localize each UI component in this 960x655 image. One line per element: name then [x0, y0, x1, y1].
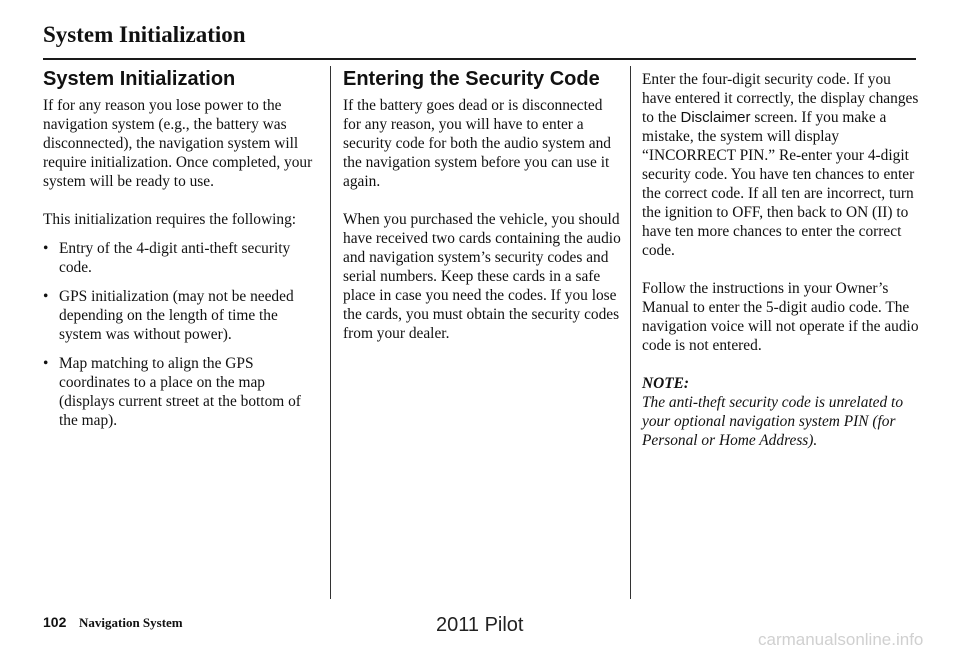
bullet-icon: •: [43, 288, 49, 305]
note-label: NOTE:: [642, 375, 690, 392]
paragraph: When you purchased the vehicle, you should have received two cards containing the audio and navigation system’s security codes and serial numbers. Keep these cards in a safe place in case you need the codes. If you lose the cards, you must obtain the security codes from your dealer.: [343, 211, 621, 342]
disclaimer-term: Disclaimer: [680, 109, 751, 126]
section-heading-security-code: Entering the Security Code: [343, 68, 600, 90]
note-text: The anti-theft security code is unrelated to your optional navigation system PIN (for Personal or Home Address).: [642, 394, 904, 449]
requirements-list: [43, 239, 321, 430]
paragraph: If the battery goes dead or is disconnected for any reason, you will have to enter a security code for both the audio system and the navigation system before you can use it again.: [343, 97, 611, 190]
page-number: 102: [43, 614, 67, 630]
paragraph: Follow the instructions in your Owner’s Manual to enter the 5-digit audio code. The navigation voice will not operate if the audio code is not entered.: [642, 280, 919, 354]
list-item: • Map matching to align the GPS coordinates to a place on the map (displays current street at the bottom of the map).: [43, 355, 301, 429]
page-title: System Initialization: [43, 22, 246, 47]
title-divider: [43, 58, 916, 60]
paragraph: This initialization requires the following:: [43, 211, 297, 228]
bullet-icon: •: [43, 240, 49, 257]
column-divider-right: [630, 66, 631, 599]
footer-label: Navigation System: [79, 615, 183, 630]
column-divider-left: [330, 66, 331, 599]
column-security-code: [343, 66, 621, 362]
section-heading-system-initialization: System Initialization: [43, 68, 236, 90]
paragraph: Enter the four-digit security code. If you have entered it correctly, the display changes to the Disclaimer screen. If you make a mistake, the system will display “INCORRECT PIN.” Re-enter your 4-digit security code. You have ten chances to enter the correct code. If all ten are incorrect, turn the ignition to OFF, then back to ON (II) to have ten more chances to enter the correct code.: [642, 71, 919, 259]
list-item: • Entry of the 4-digit anti-theft security code.: [43, 240, 291, 276]
column-system-initialization: [43, 66, 321, 440]
column-security-code-continued: [642, 70, 920, 469]
model-watermark: 2011 Pilot: [436, 614, 524, 636]
list-item: • GPS initialization (may not be needed depending on the length of time the system was without power).: [43, 288, 294, 343]
paragraph: If for any reason you lose power to the navigation system (e.g., the battery was disconnected), the navigation system will require initialization. Once completed, your system will be ready to use.: [43, 97, 313, 190]
bullet-icon: •: [43, 355, 49, 372]
site-watermark: carmanualsonline.info: [758, 630, 924, 649]
